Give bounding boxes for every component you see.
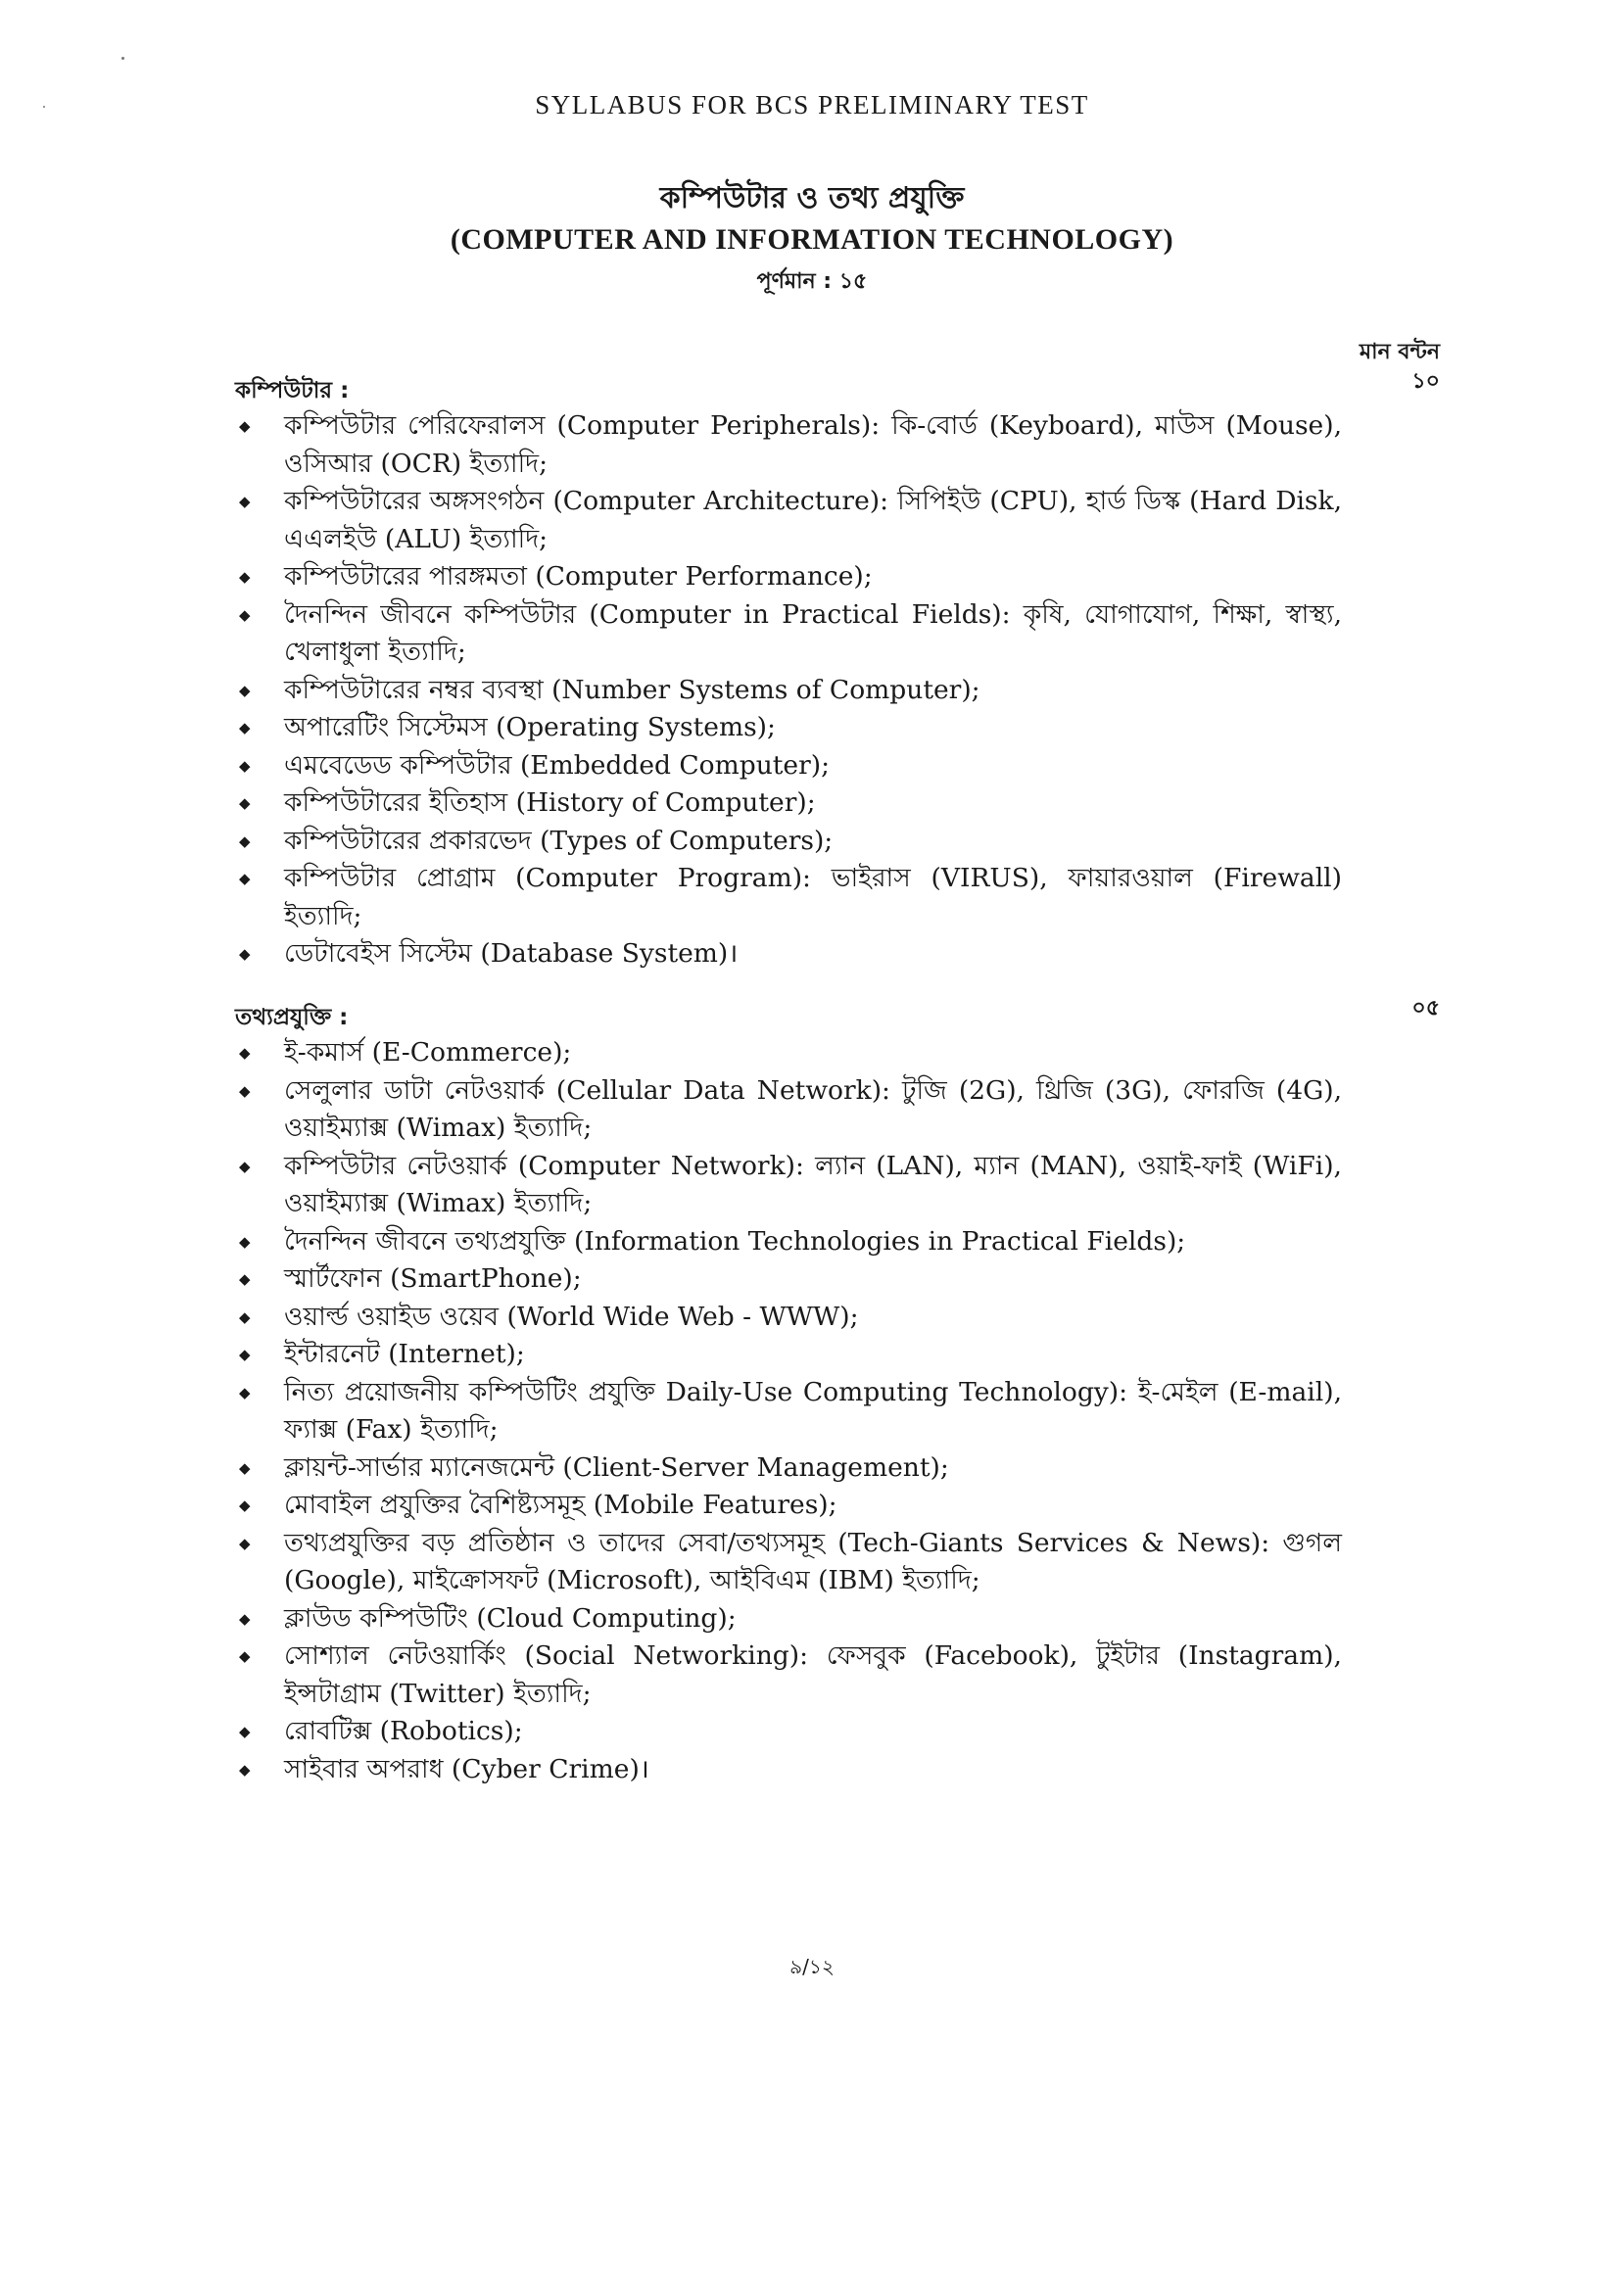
topic-text: কম্পিউটার নেটওয়ার্ক (Computer Network): ল্যান (LAN), ম্যান (MAN), ওয়াই-ফাই (WiFi), ওয়াইম্যাক্স (Wimax) ইত্যাদি; (284, 1150, 1342, 1218)
topic-text: ডেটাবেইস সিস্টেম (Database System)। (284, 938, 739, 969)
topic-text: কম্পিউটার প্রোগ্রাম (Computer Program): ভাইরাস (VIRUS), ফায়ারওয়াল (Firewall) ইত্যাদি; (284, 863, 1342, 931)
bullet-icon: ◆ (239, 1270, 251, 1288)
list-item (235, 1260, 1342, 1299)
topic-text: দৈনন্দিন জীবনে তথ্যপ্রযুক্তি (Information Technologies in Practical Fields); (284, 1225, 1186, 1257)
list-item (235, 672, 1342, 710)
bullet-icon: ◆ (239, 1760, 251, 1779)
bullet-icon: ◆ (239, 794, 251, 812)
topic-text: সেলুলার ডাটা নেটওয়ার্ক (Cellular Data Network): টুজি (2G), থ্রিজি (3G), ফোরজি (4G), ওয়াইম্যাক্স (Wimax) ইত্যাদি; (284, 1074, 1342, 1143)
list-item (235, 1148, 1342, 1223)
bullet-icon: ◆ (239, 493, 251, 510)
topic-text: কম্পিউটার পেরিফেরালস (Computer Peripherals): কি-বোর্ড (Keyboard), মাউস (Mouse), ওসিআর (OCR) ইত্যাদি; (284, 410, 1342, 479)
bullet-icon: ◆ (239, 1534, 251, 1552)
topic-text: কম্পিউটারের নম্বর ব্যবস্থা (Number Systems of Computer); (284, 674, 980, 705)
bullet-icon: ◆ (239, 1307, 251, 1326)
topic-text: ক্লায়ন্ট-সার্ভার ম্যানেজমেন্ট (Client-Server Management); (284, 1451, 949, 1483)
topic-text: কম্পিউটারের পারঙ্গমতা (Computer Performance); (284, 561, 873, 592)
list-item (235, 483, 1342, 558)
full-marks: পূর্ণমান : ১৫ (756, 269, 868, 294)
list-item (235, 823, 1342, 861)
bullet-icon: ◆ (239, 1383, 251, 1401)
topic-text: ক্লাউড কম্পিউটিং (Cloud Computing); (284, 1602, 737, 1634)
bullet-icon: ◆ (239, 1723, 251, 1740)
list-item (235, 558, 1342, 596)
list-item (235, 1223, 1342, 1261)
list-item (235, 596, 1342, 672)
marks-distribution-label: মান বন্টন (1359, 340, 1440, 364)
list-item (235, 1072, 1342, 1148)
topic-text: ইন্টারনেট (Internet); (284, 1339, 525, 1369)
topic-text: অপারেটিং সিস্টেমস (Operating Systems); (284, 712, 776, 742)
topic-text: কম্পিউটারের অঙ্গসংগঠন (Computer Architecture): সিপিইউ (CPU), হার্ড ডিস্ক (Hard Disk, এএলইউ (ALU) ইত্যাদি; (284, 486, 1342, 554)
page-title: SYLLABUS FOR BCS PRELIMINARY TEST (535, 90, 1089, 119)
list-item (235, 1299, 1342, 1337)
section-marks: ০৫ (1411, 996, 1440, 1021)
list-item (235, 860, 1342, 935)
bullet-icon: ◆ (239, 605, 251, 624)
topic-text: ই-কমার্স (E-Commerce); (284, 1037, 572, 1068)
bullet-icon: ◆ (239, 417, 251, 435)
topic-list (235, 407, 1440, 973)
section-information-technology (235, 996, 1440, 1788)
list-item (235, 1449, 1342, 1488)
topic-text: কম্পিউটারের ইতিহাস (History of Computer); (284, 787, 816, 818)
list-item (235, 709, 1342, 747)
bullet-icon: ◆ (239, 756, 251, 775)
list-item (235, 1600, 1342, 1638)
list-item (235, 1525, 1342, 1600)
list-item (235, 407, 1342, 483)
topic-text: কম্পিউটারের প্রকারভেদ (Types of Computers); (284, 825, 834, 856)
list-item (235, 935, 1342, 973)
topic-text: তথ্যপ্রযুক্তির বড় প্রতিষ্ঠান ও তাদের সেবা/তথ্যসমূহ (Tech-Giants Services & News): গুগল (Google), মাইক্রোসফট (Microsoft), আইবিএম (IBM) ইত্যাদি; (284, 1527, 1342, 1595)
bullet-icon: ◆ (239, 1458, 251, 1477)
list-item (235, 784, 1342, 823)
topic-text: সাইবার অপরাধ (Cyber Crime)। (284, 1753, 649, 1784)
topic-text: নিত্য প্রয়োজনীয় কম্পিউটিং প্রযুক্তি Daily-Use Computing Technology): ই-মেইল (E-mail), ফ্যাক্স (Fax) ইত্যাদি; (284, 1376, 1342, 1445)
topic-text: দৈনন্দিন জীবনে কম্পিউটার (Computer in Practical Fields): কৃষি, যোগাযোগ, শিক্ষা, স্বাস্থ্য, খেলাধুলা ইত্যাদি; (284, 598, 1342, 667)
bullet-icon: ◆ (239, 1157, 251, 1175)
subject-title-bangla: কম্পিউটার ও তথ্য প্রযুক্তি (659, 181, 965, 215)
subject-title-english: (COMPUTER AND INFORMATION TECHNOLOGY) (450, 223, 1174, 256)
section-label: তথ্যপ্রযুক্তি : (235, 1005, 349, 1030)
topic-text: ওয়ার্ল্ড ওয়াইড ওয়েব (World Wide Web - WWW); (284, 1301, 859, 1332)
bullet-icon: ◆ (239, 945, 251, 963)
list-item (235, 1374, 1342, 1449)
bullet-icon: ◆ (239, 1232, 251, 1251)
bullet-icon: ◆ (239, 1081, 251, 1100)
topic-text: রোবটিক্স (Robotics); (284, 1716, 523, 1746)
bullet-icon: ◆ (239, 1609, 251, 1628)
bullet-icon: ◆ (239, 870, 251, 887)
section-header (235, 996, 1440, 1034)
section-label: কম্পিউটার : (235, 378, 350, 404)
bullet-icon: ◆ (239, 1346, 251, 1363)
topic-text: এমবেডেড কম্পিউটার (Embedded Computer); (284, 749, 831, 781)
section-marks: ১০ (1411, 369, 1440, 394)
bullet-icon: ◆ (239, 681, 251, 699)
bullet-icon: ◆ (239, 1044, 251, 1062)
bullet-icon: ◆ (239, 568, 251, 586)
topic-text: মোবাইল প্রযুক্তির বৈশিষ্ট্যসমূহ (Mobile Features); (284, 1490, 837, 1520)
bullet-icon: ◆ (239, 831, 251, 850)
list-item (235, 1034, 1342, 1072)
list-item (235, 747, 1342, 785)
bullet-icon: ◆ (239, 719, 251, 736)
page-number: ৯/১২ (789, 1955, 835, 1978)
bullet-icon: ◆ (239, 1647, 251, 1665)
section-header (235, 369, 1440, 407)
bullet-icon: ◆ (239, 1496, 251, 1514)
topic-text: সোশ্যাল নেটওয়ার্কিং (Social Networking): ফেসবুক (Facebook), টুইটার (Instagram), ইন্সটাগ্রাম (Twitter) ইত্যাদি; (284, 1640, 1342, 1709)
list-item (235, 1751, 1342, 1789)
list-item (235, 1713, 1342, 1751)
topic-list (235, 1034, 1440, 1788)
section-computer (235, 369, 1440, 973)
topic-text: স্মার্টফোন (SmartPhone); (284, 1263, 582, 1294)
list-item (235, 1336, 1342, 1374)
list-item (235, 1638, 1342, 1713)
list-item (235, 1487, 1342, 1525)
